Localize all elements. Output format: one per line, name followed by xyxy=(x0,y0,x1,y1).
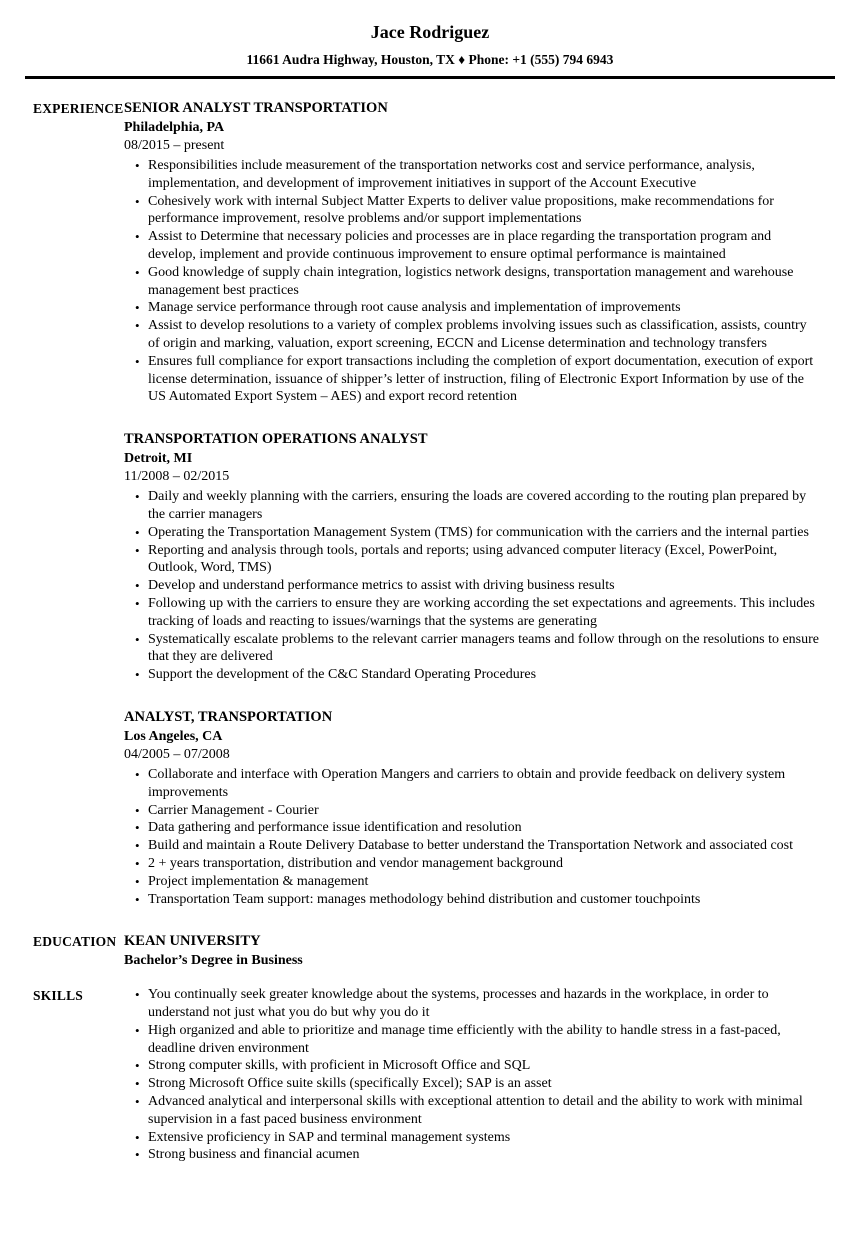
contact-line: 11661 Audra Highway, Houston, TX ♦ Phone: +1 (555) 794 6943 xyxy=(246,52,614,67)
skills-bullet-list xyxy=(124,986,820,1164)
job-entry xyxy=(124,99,820,406)
bullet-item: • Reporting and analysis through tools, portals and reports; using advanced computer literacy (Excel, PowerPoint, Outlook, Word, TMS) xyxy=(148,542,820,578)
job-dates: 04/2005 – 07/2008 xyxy=(124,746,230,762)
bullet-item: • Build and maintain a Route Delivery Database to better understand the Transportation Network and associated cost xyxy=(148,837,820,855)
bullet-item: • Following up with the carriers to ensure they are working according the set expectations and agreements. This includes tracking of loads and reacting to issues/warnings that the systems are generating xyxy=(148,595,820,631)
bullet-item: • Systematically escalate problems to the relevant carrier managers teams and follow through on the resolutions to ensure that they are delivered xyxy=(148,631,820,667)
bullet-item: • High organized and able to prioritize and manage time efficiently with the ability to handle stress in a fast-paced, deadline driven environment xyxy=(148,1022,820,1058)
bullet-item: • Project implementation & management xyxy=(148,873,820,891)
job-bullet-list xyxy=(124,157,820,406)
bullet-item: • Strong business and financial acumen xyxy=(148,1146,820,1164)
bullet-item: • Collaborate and interface with Operation Mangers and carriers to obtain and provide feedback on delivery system improvements xyxy=(148,766,820,802)
bullet-item: • Assist to Determine that necessary policies and processes are in place regarding the transportation program and develop, implement and provide continuous improvement to ensure optimal performance is maintained xyxy=(148,228,820,264)
bullet-item: • 2 + years transportation, distribution and vendor management background xyxy=(148,855,820,873)
bullet-item: • Operating the Transportation Management System (TMS) for communication with the carriers and the internal parties xyxy=(148,524,820,542)
degree-name: Bachelor’s Degree in Business xyxy=(124,953,303,969)
bullet-item: • Support the development of the C&C Standard Operating Procedures xyxy=(148,666,820,684)
bullet-item: • Strong Microsoft Office suite skills (specifically Excel); SAP is an asset xyxy=(148,1075,820,1093)
job-dates: 11/2008 – 02/2015 xyxy=(124,469,230,485)
job-dates: 08/2015 – present xyxy=(124,138,225,153)
job-entry xyxy=(124,708,820,908)
bullet-item: • Manage service performance through root cause analysis and implementation of improvements xyxy=(148,299,820,317)
candidate-name: Jace Rodriguez xyxy=(370,22,490,42)
bullet-item: • Daily and weekly planning with the carriers, ensuring the loads are covered according to the routing plan prepared by the carrier managers xyxy=(148,488,820,524)
education-section-label: EDUCATION xyxy=(33,934,117,950)
bullet-item: • Extensive proficiency in SAP and terminal management systems xyxy=(148,1129,820,1147)
bullet-item: • Transportation Team support: manages methodology behind distribution and customer touchpoints xyxy=(148,891,820,909)
bullet-item: • Data gathering and performance issue identification and resolution xyxy=(148,819,820,837)
section-skills xyxy=(0,986,860,1164)
bullet-item: • Carrier Management - Courier xyxy=(148,802,820,820)
bullet-item: • Develop and understand performance metrics to assist with driving business results xyxy=(148,577,820,595)
bullet-item: • Responsibilities include measurement of the transportation networks cost and service performance, analysis, implementation, and development of improvement initiatives in support of the Account Executive xyxy=(148,157,820,193)
education-content xyxy=(124,932,860,970)
section-education xyxy=(0,932,860,970)
header-divider xyxy=(25,76,835,79)
skills-section-label: SKILLS xyxy=(33,988,83,1004)
job-entry xyxy=(124,430,820,684)
job-title: SENIOR ANALYST TRANSPORTATION xyxy=(124,100,388,116)
bullet-item: • Assist to develop resolutions to a variety of complex problems involving issues such as classification, assists, country of origin and marking, valuation, export screening, ECCN and License determination and technology transfers xyxy=(148,317,820,353)
job-bullet-list xyxy=(124,766,820,908)
bullet-item: • Good knowledge of supply chain integration, logistics network designs, transportation management and warehouse management best practices xyxy=(148,264,820,300)
job-location: Los Angeles, CA xyxy=(124,728,223,744)
job-bullet-list xyxy=(124,488,820,684)
job-title: ANALYST, TRANSPORTATION xyxy=(124,708,333,725)
bullet-item: • You continually seek greater knowledge about the systems, processes and hazards in the workplace, in order to understand not just what you do but why you do it xyxy=(148,986,820,1022)
job-location: Philadelphia, PA xyxy=(124,120,225,135)
bullet-item: • Ensures full compliance for export transactions including the completion of export documentation, execution of export license determination, issuance of shipper’s letter of instruction, filing of Electronic Export Information by use of the US Automated Export System – AES) and export record retention xyxy=(148,353,820,406)
section-experience xyxy=(0,99,860,908)
experience-section-label: EXPERIENCE xyxy=(33,101,124,116)
job-title: TRANSPORTATION OPERATIONS ANALYST xyxy=(124,431,428,448)
skills-content xyxy=(124,986,860,1164)
school-name: KEAN UNIVERSITY xyxy=(124,933,261,950)
resume-header xyxy=(0,0,860,68)
bullet-item: • Strong computer skills, with proficient in Microsoft Office and SQL xyxy=(148,1057,820,1075)
bullet-item: • Cohesively work with internal Subject Matter Experts to deliver value propositions, make recommendations for performance improvement, resolve problems and/or support implementations xyxy=(148,193,820,229)
job-location: Detroit, MI xyxy=(124,451,193,467)
bullet-item: • Advanced analytical and interpersonal skills with exceptional attention to detail and the ability to work with minimal supervision in a fast paced business environment xyxy=(148,1093,820,1129)
experience-content xyxy=(124,99,860,908)
